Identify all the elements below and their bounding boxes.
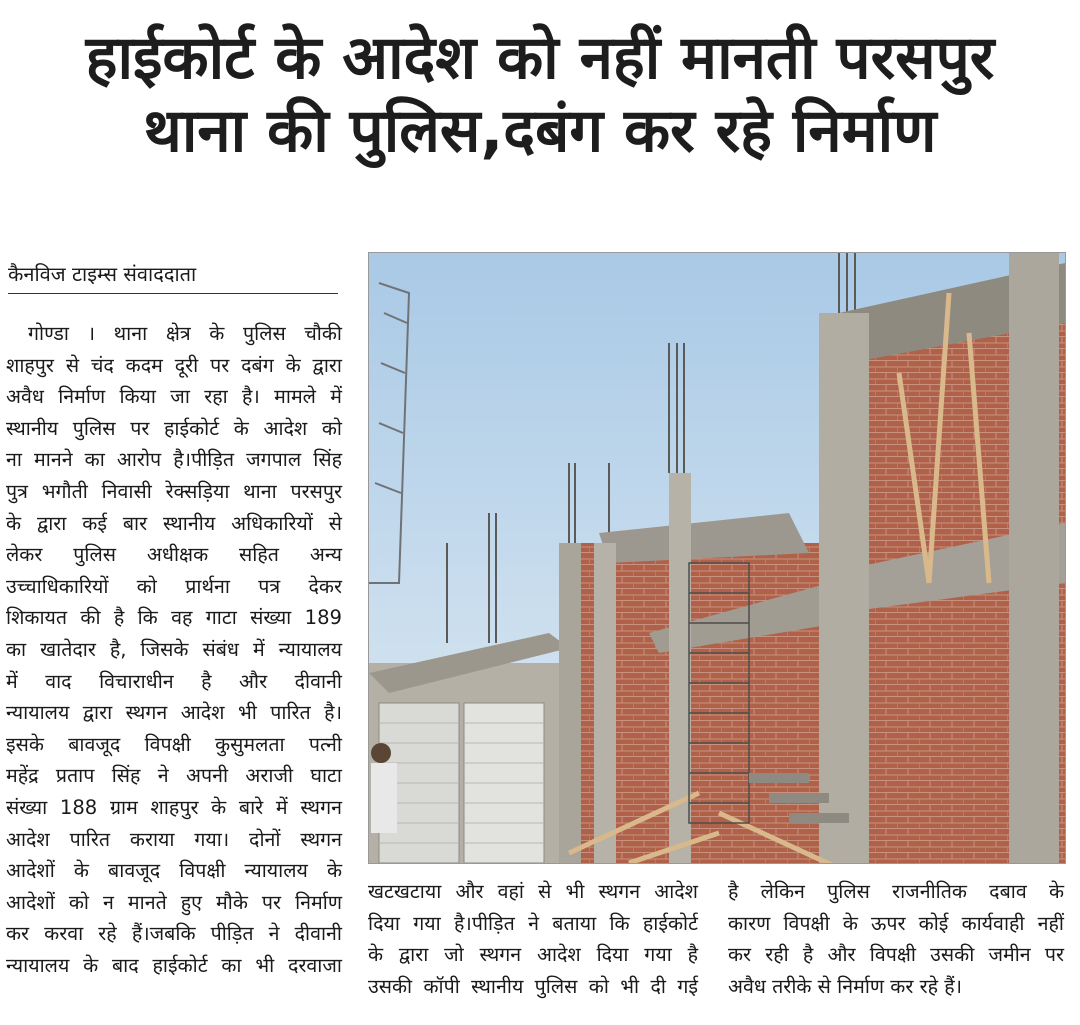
text-line: आदेशों के बावजूद विपक्षी न्यायालय के	[6, 859, 342, 883]
construction-photo	[368, 252, 1066, 864]
text-line: है लेकिन पुलिस राजनीतिक दबाव के	[728, 880, 1064, 903]
text-line: खटखटाया और वहां से भी स्थगन आदेश	[368, 880, 698, 903]
article-column-left	[6, 318, 342, 981]
text-line: संख्या 188 ग्राम शाहपुर के बारे में स्थगन	[6, 795, 342, 819]
text-line: अवैध निर्माण किया जा रहा है। मामले में	[6, 385, 342, 409]
article-column-right	[728, 876, 1064, 1002]
text-line: अवैध तरीके से निर्माण कर रहे हैं।	[728, 974, 963, 998]
text-line: उसकी कॉपी स्थानीय पुलिस को भी दी गई	[368, 974, 698, 998]
text-line: कर करवा रहे हैं।जबकि पीड़ित ने दीवानी	[6, 922, 342, 946]
text-line: इसके बावजूद विपक्षी कुसुमलता पत्नी	[6, 732, 342, 756]
text-line: न्यायालय के बाद हाईकोर्ट का भी दरवाजा	[6, 953, 342, 977]
text-line: लेकर पुलिस अधीक्षक सहित अन्य	[6, 543, 342, 567]
text-line: आदेश पारित कराया गया। दोनों स्थगन	[6, 827, 342, 851]
text-line: में वाद विचाराधीन है और दीवानी	[6, 669, 342, 693]
text-line: न्यायालय द्वारा स्थगन आदेश भी पारित है।	[6, 701, 342, 725]
headline-line-1: हाईकोर्ट के आदेश को नहीं मानती परसपुर	[85, 23, 995, 93]
text-line: के द्वारा कई बार स्थानीय अधिकारियों से	[6, 511, 342, 535]
text-line: कारण विपक्षी के ऊपर कोई कार्यवाही नहीं	[728, 911, 1064, 935]
text-line: उच्चाधिकारियों को प्रार्थना पत्र देकर	[6, 574, 342, 598]
text-line: पुत्र भगौती निवासी रेक्सड़िया थाना परसपुर	[6, 479, 342, 503]
text-line: के द्वारा जो स्थगन आदेश दिया गया है	[368, 943, 698, 967]
text-line: स्थानीय पुलिस पर हाईकोर्ट के आदेश को	[6, 416, 342, 440]
text-line: शाहपुर से चंद कदम दूरी पर दबंग के द्वारा	[6, 353, 342, 377]
text-line: आदेशों को न मानते हुए मौके पर निर्माण	[6, 890, 342, 914]
text-line: कर रही है और विपक्षी उसकी जमीन पर	[728, 943, 1064, 967]
article-column-mid	[368, 876, 698, 1002]
text-line: दिया गया है।पीड़ित ने बताया कि हाईकोर्ट	[368, 911, 698, 935]
byline: कैनविज टाइम्स संवाददाता	[8, 260, 338, 294]
headline-line-2: थाना की पुलिस,दबंग कर रहे निर्माण	[143, 96, 937, 167]
text-line: शिकायत की है कि वह गाटा संख्या 189	[6, 606, 342, 630]
text-line: गोण्डा । थाना क्षेत्र के पुलिस चौकी	[28, 322, 342, 345]
text-line: महेंद्र प्रताप सिंह ने अपनी अराजी घाटा	[6, 764, 342, 788]
text-line: ना मानने का आरोप है।पीड़ित जगपाल सिंह	[6, 448, 342, 472]
headline	[0, 22, 1080, 168]
text-line: का खातेदार है, जिसके संबंध में न्यायालय	[6, 637, 342, 661]
